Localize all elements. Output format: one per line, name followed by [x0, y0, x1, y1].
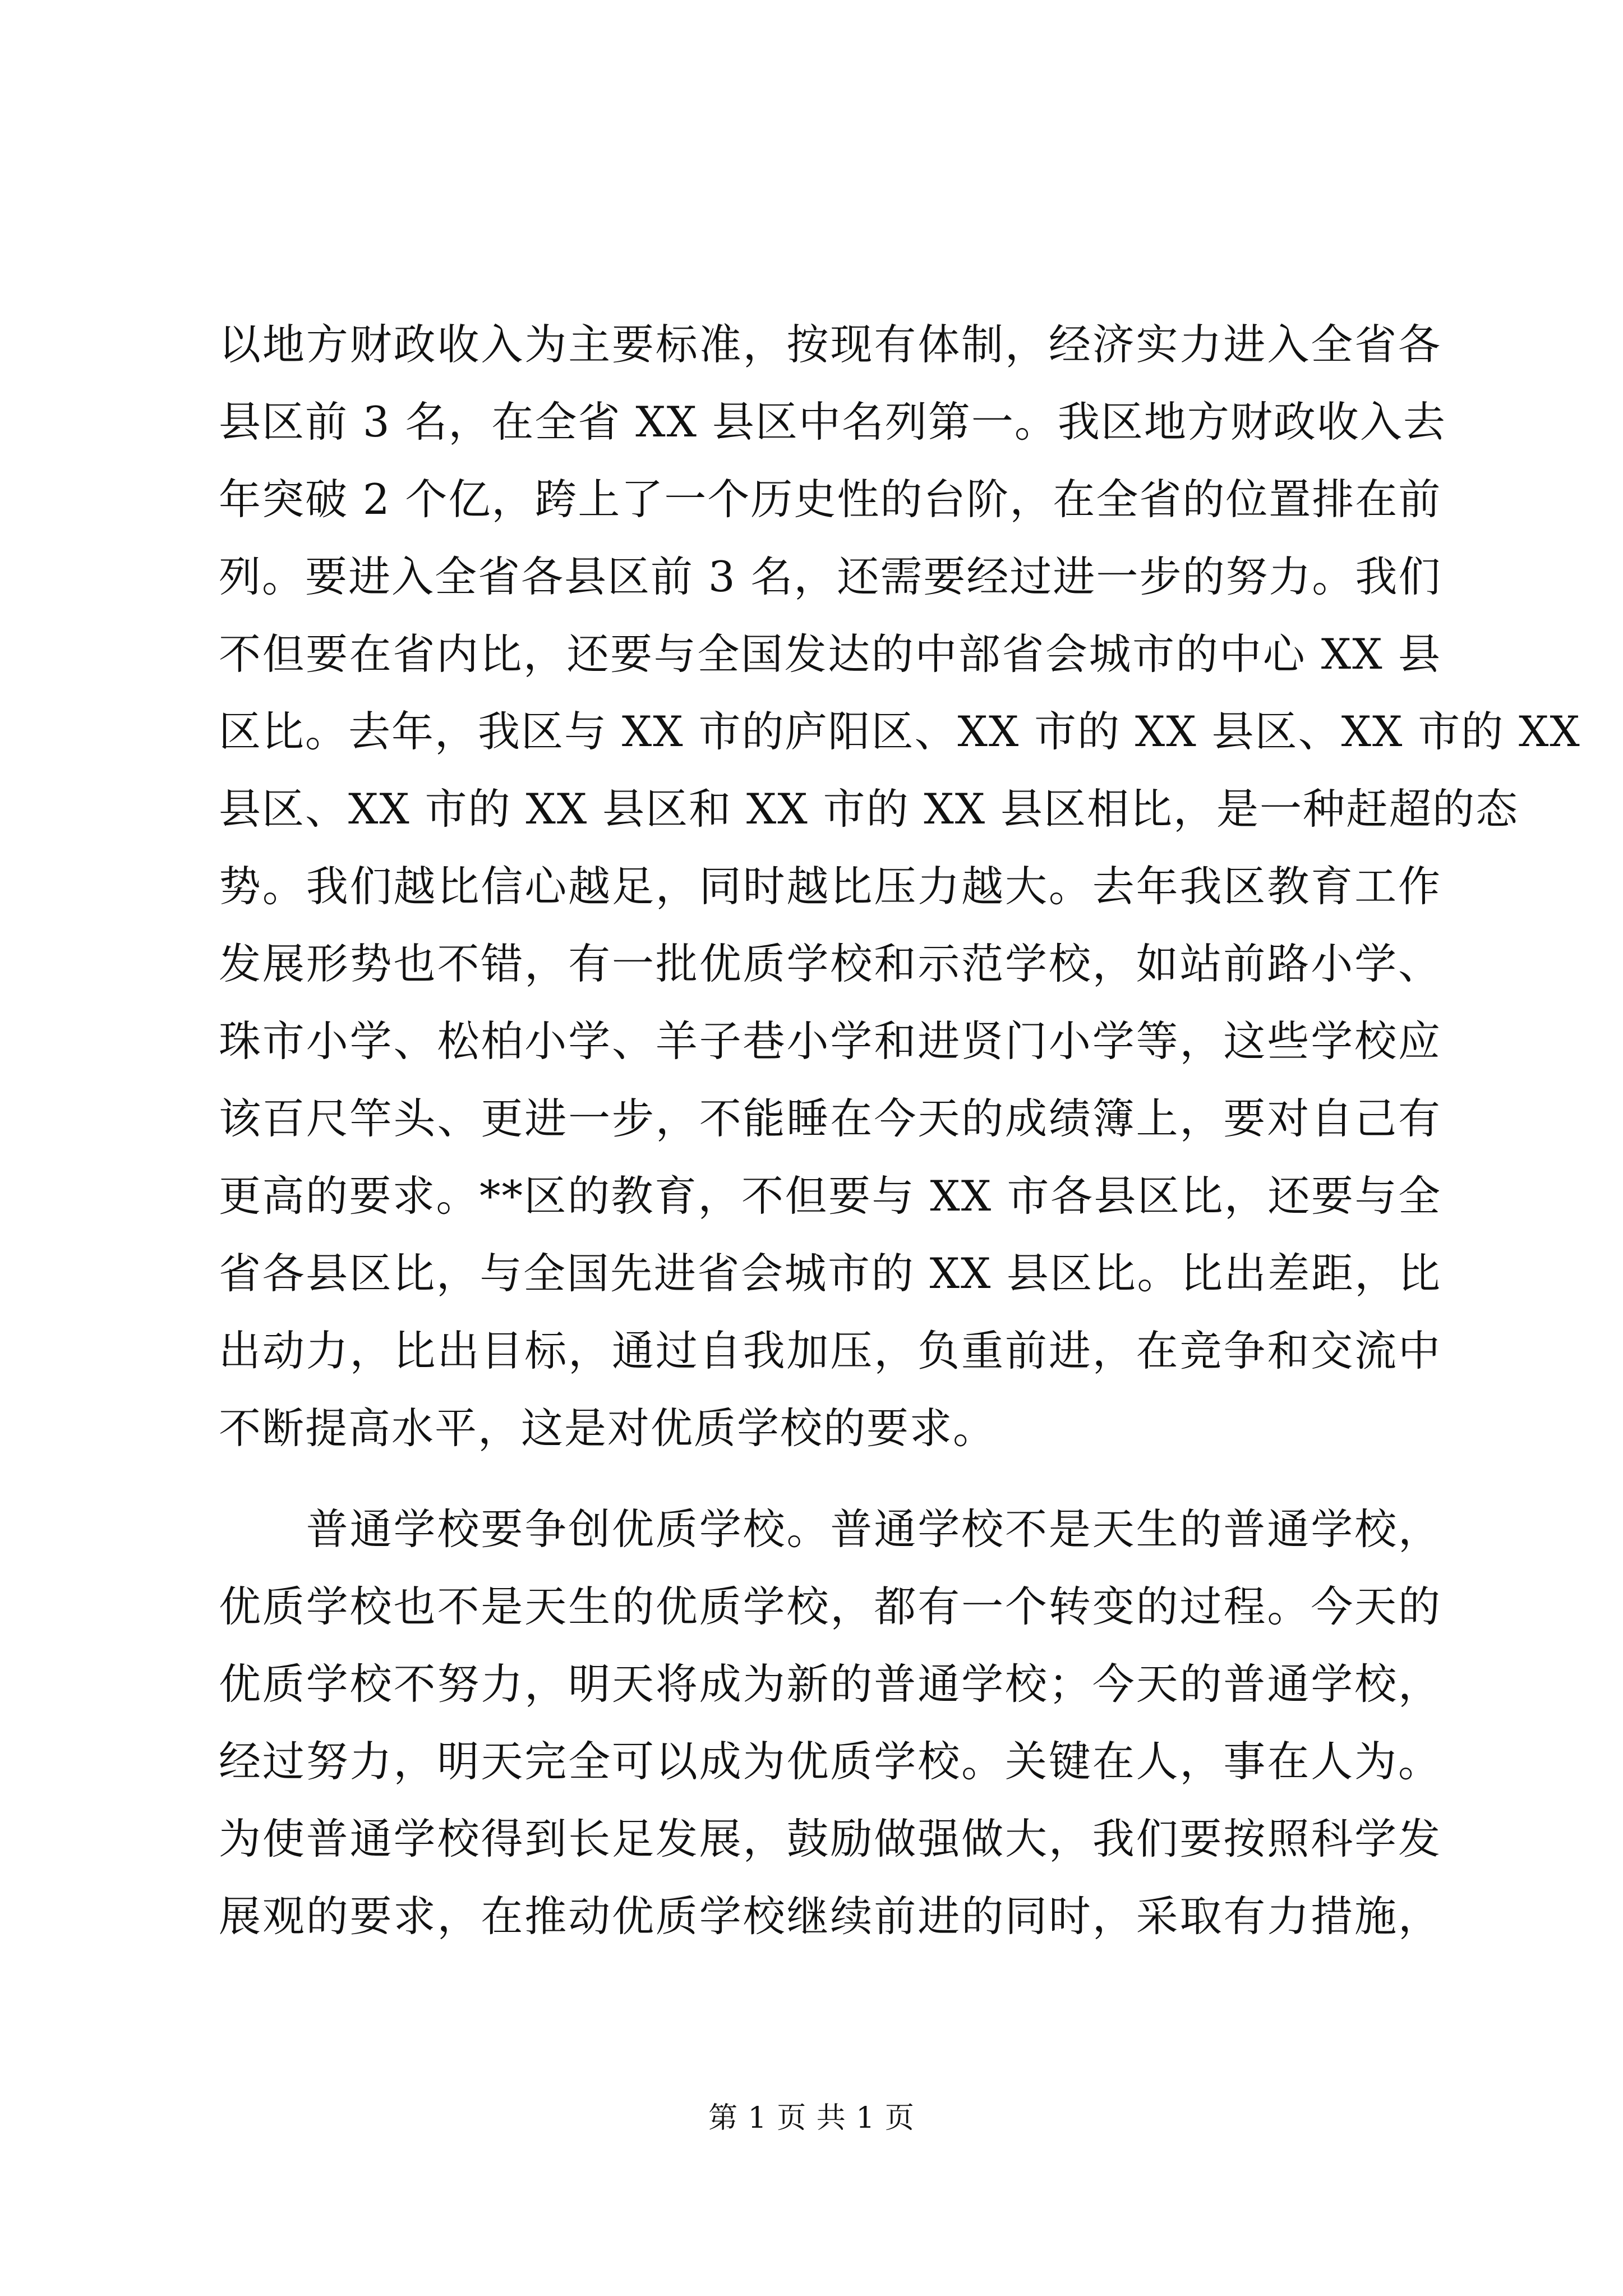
- text-line: 区比。去年，我区与 XX 市的庐阳区、XX 市的 XX 县区、XX 市的 XX: [219, 707, 1581, 756]
- text-line: 不断提高水平，这是对优质学校的要求。: [219, 1404, 997, 1453]
- page-footer: [0, 2099, 1623, 2138]
- text-line: 展观的要求，在推动优质学校继续前进的同时，采取有力措施，: [219, 1892, 1441, 1941]
- text-line: 珠市小学、松柏小学、羊子巷小学和进贤门小学等，这些学校应: [219, 1016, 1441, 1066]
- paragraph-gap: [219, 1467, 1441, 1490]
- text-line: 不但要在省内比，还要与全国发达的中部省会城市的中心 XX 县: [219, 629, 1442, 679]
- paragraph: [219, 1490, 1441, 1955]
- text-line: 更高的要求。**区的教育，不但要与 XX 市各县区比，还要与全: [219, 1171, 1441, 1221]
- paragraph: [219, 306, 1581, 1467]
- text-line: 普通学校要争创优质学校。普通学校不是天生的普通学校，: [219, 1504, 1441, 1554]
- text-line: 该百尺竿头、更进一步，不能睡在今天的成绩簿上，要对自己有: [219, 1094, 1441, 1143]
- text-line: 经过努力，明天完全可以成为优质学校。关键在人，事在人为。: [219, 1737, 1441, 1786]
- text-line: 发展形势也不错，有一批优质学校和示范学校，如站前路小学、: [219, 939, 1441, 988]
- text-line: 出动力，比出目标，通过自我加压，负重前进，在竞争和交流中: [219, 1326, 1441, 1375]
- text-line: 省各县区比，与全国先进省会城市的 XX 县区比。比出差距，比: [219, 1249, 1441, 1298]
- text-line: 年突破 2 个亿，跨上了一个历史性的台阶，在全省的位置排在前: [219, 475, 1442, 524]
- document-body: [219, 306, 1581, 1955]
- text-line: 优质学校也不是天生的优质学校，都有一个转变的过程。今天的: [219, 1582, 1441, 1631]
- page-number-label: 第 1 页 共 1 页: [708, 2101, 915, 2135]
- text-line: 优质学校不努力，明天将成为新的普通学校；今天的普通学校，: [219, 1659, 1441, 1709]
- text-line: 为使普通学校得到长足发展，鼓励做强做大，我们要按照科学发: [219, 1814, 1441, 1864]
- text-line: 县区、XX 市的 XX 县区和 XX 市的 XX 县区相比，是一种赶超的态: [219, 784, 1519, 834]
- text-line: 势。我们越比信心越足，同时越比压力越大。去年我区教育工作: [219, 862, 1441, 911]
- text-line: 县区前 3 名，在全省 XX 县区中名列第一。我区地方财政收入去: [219, 397, 1446, 447]
- text-line: 列。要进入全省各县区前 3 名，还需要经过进一步的努力。我们: [219, 552, 1442, 601]
- text-line: 以地方财政收入为主要标准，按现有体制，经济实力进入全省各: [219, 320, 1441, 369]
